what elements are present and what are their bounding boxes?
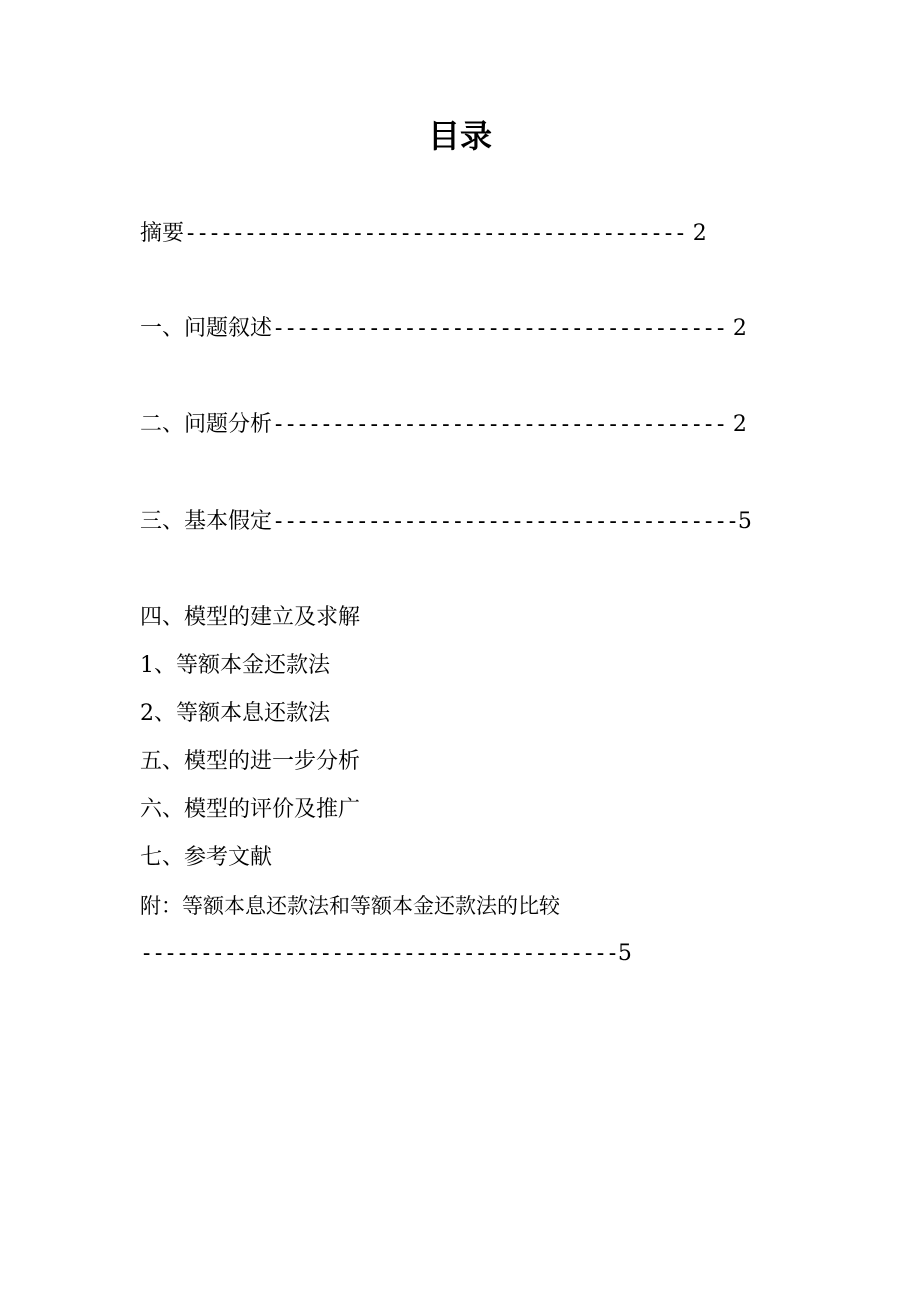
page-title: 目录 [427,117,492,155]
toc-entry-assumptions [140,506,752,538]
toc-entry-appendix-leader [140,938,632,970]
toc-entry-abstract [140,218,707,250]
toc-page-number: 5 [617,941,632,966]
toc-leader: -------------------------------------- [272,412,726,437]
toc-entry-label: 六、模型的评价及推广 [140,797,361,822]
toc-entry-problem-analysis [140,409,747,441]
toc-entry-model-building [140,602,360,634]
toc-entry-equal-installment [140,698,330,730]
toc-entry-problem-statement [140,313,747,345]
toc-entry-label: 2、等额本息还款法 [140,701,330,726]
toc-page-number: 2 [725,316,747,341]
toc-entry-appendix [140,890,560,922]
toc-entry-label: 摘要 [140,221,185,246]
toc-entry-equal-principal [140,650,330,682]
toc-leader: -------------------------------------- [272,316,726,341]
toc-entry-references [140,842,272,874]
toc-entry-label: 1、等额本金还款法 [140,653,330,678]
toc-entry-label: 五、模型的进一步分析 [140,749,361,774]
toc-entry-label: 附：等额本息还款法和等额本金还款法的比较 [140,894,560,918]
toc-entry-evaluation [140,794,360,826]
toc-leader: ---------------------------------------- [140,941,618,966]
toc-entry-label: 二、问题分析 [140,412,273,437]
toc-page-number: 5 [737,509,752,534]
toc-entry-label: 七、参考文献 [140,845,273,870]
toc-entry-label: 三、基本假定 [140,509,273,534]
toc-entry-label: 一、问题叙述 [140,316,273,341]
toc-leader: --------------------------------------- [272,509,738,534]
toc-page-number: 2 [685,221,707,246]
toc-leader: ------------------------------------------ [184,221,686,246]
toc-page-number: 2 [725,412,747,437]
toc-entry-further-analysis [140,746,360,778]
toc-entry-label: 四、模型的建立及求解 [140,605,361,630]
